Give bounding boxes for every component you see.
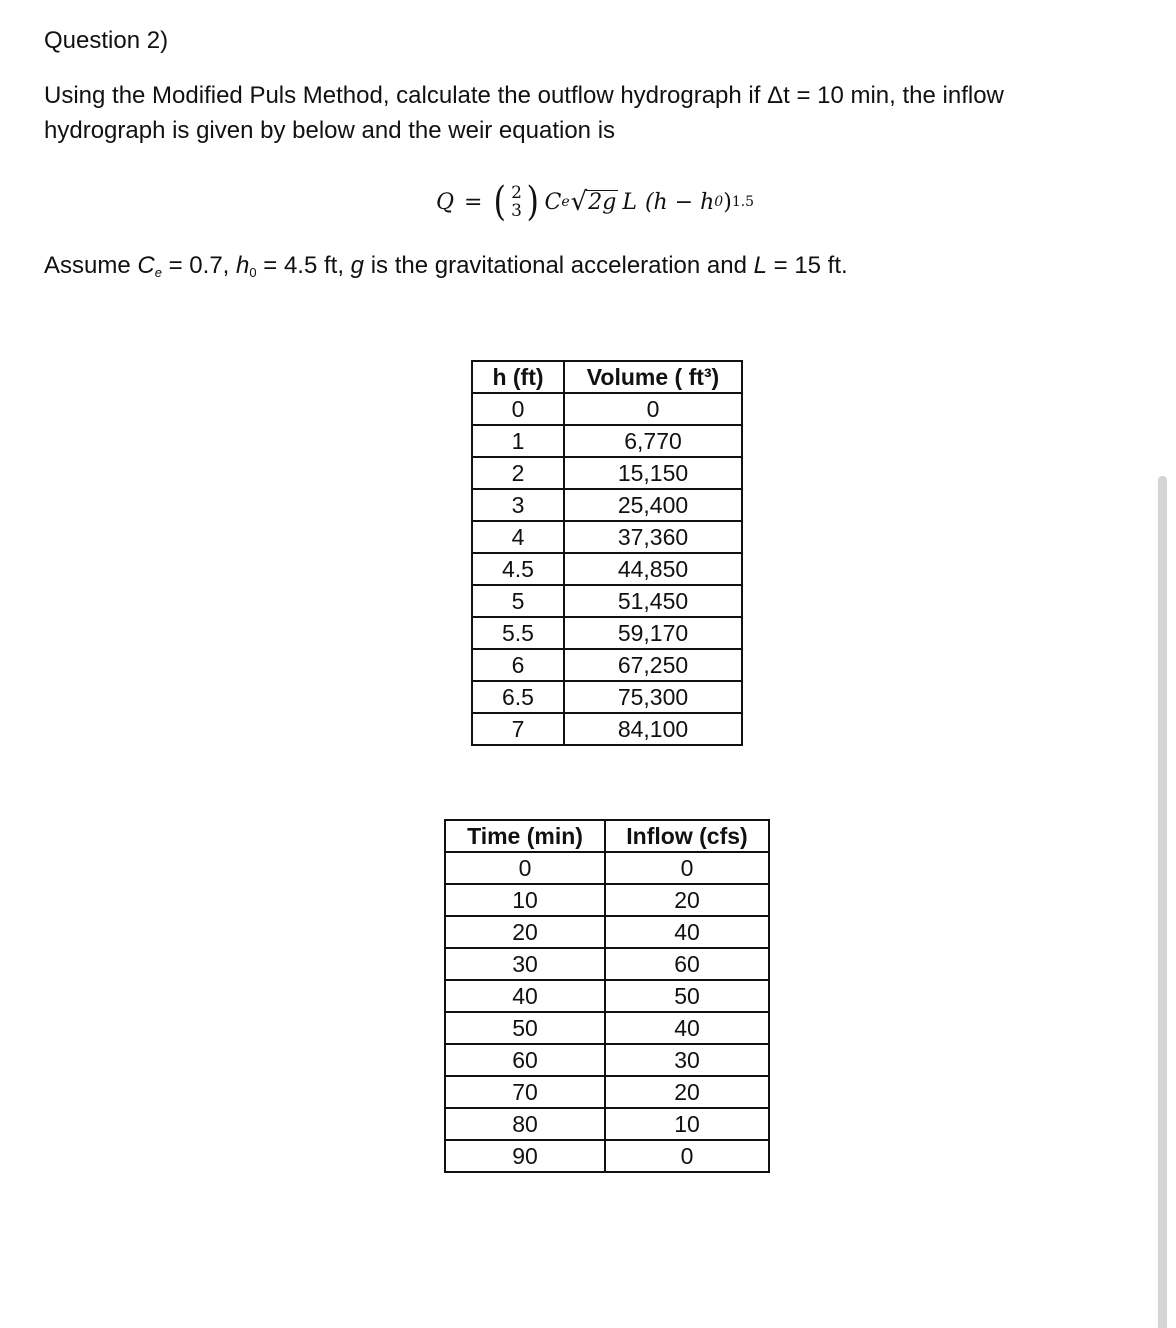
inflow-table	[444, 819, 770, 1173]
table-row	[445, 948, 769, 980]
assumptions-line	[44, 250, 848, 289]
table-cell: 40	[605, 916, 769, 948]
table-row	[445, 980, 769, 1012]
eq-coef: C	[544, 189, 562, 215]
table-header-row	[445, 820, 769, 852]
table-cell: 60	[605, 948, 769, 980]
table-cell: 40	[445, 980, 605, 1012]
table-cell: 51,450	[564, 585, 742, 617]
table-cell: 30	[445, 948, 605, 980]
table-row	[472, 521, 742, 553]
question-title: Question 2)	[44, 27, 169, 54]
table-row	[445, 1076, 769, 1108]
table-cell: 0	[605, 852, 769, 884]
assume-ce-symbol: C	[137, 252, 155, 279]
assume-g-text: is the gravitational acceleration and	[364, 252, 754, 279]
table-row	[445, 916, 769, 948]
table-row	[472, 393, 742, 425]
table-cell: 0	[564, 393, 742, 425]
scrollbar-thumb[interactable]	[1158, 476, 1167, 1328]
column-header: Volume ( ft³)	[564, 361, 742, 393]
table-cell: 37,360	[564, 521, 742, 553]
weir-equation	[436, 172, 754, 232]
table-row	[472, 681, 742, 713]
table-cell: 7	[472, 713, 564, 745]
table-cell: 59,170	[564, 617, 742, 649]
eq-frac-num: 2	[511, 183, 522, 203]
eq-equals: =	[464, 189, 483, 215]
table-cell: 2	[472, 457, 564, 489]
table-cell: 5	[472, 585, 564, 617]
table-cell: 84,100	[564, 713, 742, 745]
assume-l-symbol: L	[753, 252, 767, 279]
table-row	[472, 649, 742, 681]
table-row	[472, 425, 742, 457]
eq-fraction	[492, 179, 540, 225]
table-cell: 15,150	[564, 457, 742, 489]
table-cell: 0	[445, 852, 605, 884]
table-header-row	[472, 361, 742, 393]
table-cell: 20	[605, 1076, 769, 1108]
table-cell: 6.5	[472, 681, 564, 713]
table-cell: 60	[445, 1044, 605, 1076]
assume-ce-sub: e	[154, 265, 162, 280]
table-cell: 10	[445, 884, 605, 916]
assume-l-value: = 15 ft.	[766, 252, 848, 279]
table-row	[472, 489, 742, 521]
table-cell: 70	[445, 1076, 605, 1108]
table-row	[472, 553, 742, 585]
table-cell: 0	[605, 1140, 769, 1172]
table-cell: 0	[472, 393, 564, 425]
table-cell: 67,250	[564, 649, 742, 681]
table-cell: 75,300	[564, 681, 742, 713]
table-cell: 4.5	[472, 553, 564, 585]
table-cell: 30	[605, 1044, 769, 1076]
eq-open-paren: (	[494, 179, 507, 225]
table-cell: 6	[472, 649, 564, 681]
eq-radicand: 2g	[588, 190, 617, 215]
table-cell: 25,400	[564, 489, 742, 521]
assume-prefix: Assume	[44, 252, 138, 279]
assume-ce-value: = 0.7,	[161, 252, 237, 279]
table-cell: 10	[605, 1108, 769, 1140]
table-cell: 44,850	[564, 553, 742, 585]
table-row	[445, 1044, 769, 1076]
table-row	[472, 457, 742, 489]
table-row	[445, 852, 769, 884]
question-body: Using the Modified Puls Method, calculate the outflow hydrograph if Δt = 10 min, the inflow hydrograph is given by below and the weir equation is	[44, 82, 1004, 144]
table-cell: 6,770	[564, 425, 742, 457]
eq-lhs: Q	[436, 189, 455, 215]
table-row	[445, 1012, 769, 1044]
column-header: h (ft)	[472, 361, 564, 393]
eq-close-paren: )	[526, 179, 539, 225]
table-cell: 50	[445, 1012, 605, 1044]
table-cell: 40	[605, 1012, 769, 1044]
assume-h0-value: = 4.5 ft,	[256, 252, 351, 279]
assume-g-symbol: g	[350, 252, 365, 279]
storage-table	[471, 360, 743, 746]
eq-paren-h: (h − h	[644, 189, 715, 215]
table-cell: 50	[605, 980, 769, 1012]
table-row	[445, 884, 769, 916]
table-cell: 5.5	[472, 617, 564, 649]
table-cell: 4	[472, 521, 564, 553]
table-cell: 90	[445, 1140, 605, 1172]
table-row	[445, 1108, 769, 1140]
table-row	[472, 713, 742, 745]
eq-length: L	[622, 189, 637, 215]
table-cell: 20	[445, 916, 605, 948]
column-header: Time (min)	[445, 820, 605, 852]
table-cell: 3	[472, 489, 564, 521]
table-cell: 80	[445, 1108, 605, 1140]
eq-paren-close: )	[723, 189, 732, 215]
table-cell: 20	[605, 884, 769, 916]
table-row	[472, 617, 742, 649]
table-row	[445, 1140, 769, 1172]
eq-sqrt	[571, 189, 619, 215]
column-header: Inflow (cfs)	[605, 820, 769, 852]
sqrt-icon: √	[570, 187, 588, 217]
eq-frac-den: 3	[511, 201, 522, 221]
eq-exponent: 1.5	[731, 194, 755, 210]
assume-h0-symbol: h	[236, 252, 250, 279]
eq-h0-sub: 0	[714, 194, 724, 210]
table-row	[472, 585, 742, 617]
table-cell: 1	[472, 425, 564, 457]
eq-coef-sub: e	[561, 194, 570, 210]
assume-h0-sub: 0	[249, 265, 257, 280]
